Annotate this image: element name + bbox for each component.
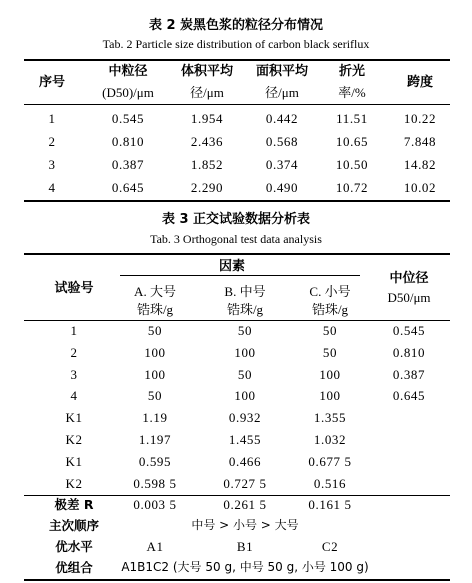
table3-range-label: 极差 R [54,497,94,512]
table3-header-rule [24,320,450,321]
table3-optimal-level-label: 优水平 [55,539,93,554]
table3-row2-col1: 100 [144,366,166,382]
table3-header-factor-b-l1: B. 中号 [224,284,266,299]
table2-header-col2-l1: 体积平均 [180,64,234,79]
table3-header-factor-c-l1: C. 小号 [309,284,351,299]
table3-row1-col0: 2 [70,344,78,360]
table2-row2-col3: 0.374 [265,157,299,172]
table3-header-median-l2: D50/μm [387,290,431,305]
table3-row3-col0: 4 [70,388,78,404]
table2-row0-col2: 1.954 [190,111,224,126]
table3-top-rule [24,253,450,255]
table3-row5-col2: 1.455 [228,432,262,447]
table3-row7-col3: 0.516 [313,475,347,491]
table2-header-col5: 跨度 [406,75,434,90]
table3-optimal-combo-value: A1B1C2 (大号 50 g, 中号 50 g, 小号 100 g) [121,560,369,574]
table3-optimal-level-c: C2 [321,539,339,554]
table3-row6-col2: 0.466 [228,453,262,469]
table3-row6-col0: K1 [65,453,83,469]
table2-header-rule [24,104,450,105]
table2-caption-en: Tab. 2 Particle size distribution of carbon black seriflux [102,37,370,51]
table2-header-col3-l2: 径/μm [265,85,299,100]
table3-header-factor-b-l2: 锆珠/g [226,302,264,317]
table3-range-a: 0.003 5 [133,497,177,512]
table2-row0-col3: 0.442 [265,111,299,126]
table2-row3-col4: 10.72 [335,180,369,195]
table3-row7-col2: 0.727 5 [223,475,267,491]
table2-row3-col1: 0.645 [111,180,145,195]
table3-row5-col3: 1.032 [313,432,347,447]
table3-optimal-combo-label: 优组合 [55,560,93,575]
table3-row3-col4: 0.645 [392,388,426,404]
table2-row2-col1: 0.387 [111,157,145,172]
table3-optimal-level-a: A1 [146,539,164,554]
table3-header-median-l1: 中位径 [389,271,429,286]
table3-row6-col1: 0.595 [138,453,172,469]
table3-row1-col2: 100 [234,344,256,360]
table2-row3-col2: 2.290 [190,180,224,195]
table3-header-factor-a-l2: 锆珠/g [136,302,174,317]
table2-header-col2-l2: 径/μm [190,85,224,100]
table2-row2-col5: 14.82 [403,157,437,172]
table3-row2-col0: 3 [70,366,78,382]
table3-row0-col2: 50 [237,323,253,338]
table3-row7-col0: K2 [65,475,83,491]
table2-row1-col1: 0.810 [111,134,145,149]
table3-row2-col2: 50 [237,366,253,382]
table2-row1-col2: 2.436 [190,134,224,149]
table2-row0-col5: 10.22 [403,111,437,126]
table3-row5-col1: 1.197 [138,432,172,447]
table3-factors-rule [120,275,360,276]
table3-range-b: 0.261 5 [223,497,267,512]
table3-row0-col0: 1 [70,323,78,338]
table3-row1-col1: 100 [144,344,166,360]
table3-optimal-level-b: B1 [236,539,254,554]
table2-row1-col0: 2 [48,134,56,149]
table3-row1-col4: 0.810 [392,344,426,360]
table3-caption-zh: 表 3 正交试验数据分析表 [161,212,311,227]
table3-row4-col0: K1 [65,410,83,426]
table3-row5-col0: K2 [65,432,83,447]
table2-header-col4-l1: 折光 [338,64,366,79]
table2-header-col1-l1: 中粒径 [108,64,148,79]
table2-top-rule [24,59,450,61]
table3-range-c: 0.161 5 [308,497,352,512]
table3-header-factor-c-l2: 锆珠/g [311,302,349,317]
table3-caption-en: Tab. 3 Orthogonal test data analysis [150,232,322,246]
table3-row4-col2: 0.932 [228,410,262,426]
table2-bottom-rule [24,200,450,202]
table2-row3-col3: 0.490 [265,180,299,195]
table2-row0-col0: 1 [48,111,56,126]
table3-row0-col1: 50 [147,323,163,338]
table3-bottom-rule [24,579,450,581]
table2-row0-col4: 11.51 [336,111,368,126]
table3-row0-col4: 0.545 [392,323,426,338]
table2-row2-col0: 3 [48,157,56,172]
table3-row3-col3: 100 [319,388,341,404]
table2-row3-col0: 4 [48,180,56,195]
table3-row2-col3: 100 [319,366,341,382]
table3-header-factors: 因素 [218,259,246,274]
table3-row7-col1: 0.598 5 [133,475,177,491]
table3-row2-col4: 0.387 [392,366,426,382]
table3-row4-col3: 1.355 [313,410,347,426]
table2-header-col3-l1: 面积平均 [255,64,309,79]
table2-row1-col5: 7.848 [403,134,437,149]
table2-row3-col5: 10.02 [403,180,437,195]
table2-header-col4-l2: 率/% [338,85,366,100]
table3-row4-col1: 1.19 [142,410,168,426]
table2-header-col0: 序号 [38,75,66,90]
table2-row1-col4: 10.65 [335,134,369,149]
table2-row1-col3: 0.568 [265,134,299,149]
table3-row3-col1: 50 [147,388,163,404]
table2-row0-col1: 0.545 [111,111,145,126]
table2-row2-col2: 1.852 [190,157,224,172]
table3-header-factor-a-l1: A. 大号 [134,284,176,299]
table3-header-trial-no: 试验号 [54,281,94,296]
table3-order-label: 主次顺序 [48,518,100,533]
table3-row6-col3: 0.677 5 [308,453,352,469]
table3-row1-col3: 50 [322,344,338,360]
table3-row3-col2: 100 [234,388,256,404]
table3-row0-col3: 50 [322,323,338,338]
table2-caption-zh: 表 2 炭黑色浆的粒径分布情况 [148,18,324,33]
table2-header-col1-l2: (D50)/μm [102,85,154,100]
table2-row2-col4: 10.50 [335,157,369,172]
table3-order-value: 中号 > 小号 > 大号 [191,518,299,532]
